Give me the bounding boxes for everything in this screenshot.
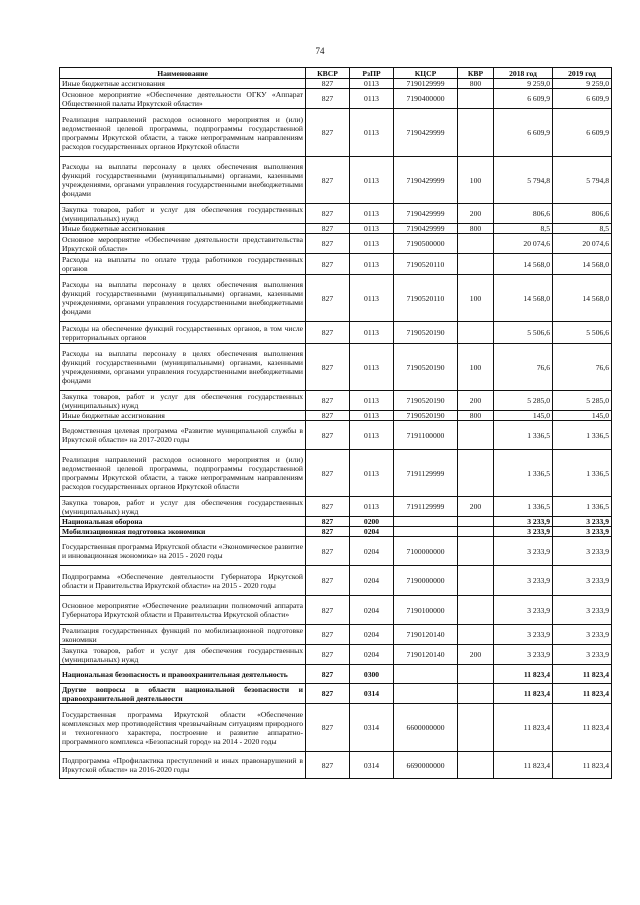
- cell-kvr: [458, 109, 494, 157]
- cell-2019: 6 609,9: [553, 89, 612, 109]
- cell-kvr: [458, 537, 494, 566]
- header-name: Наименование: [60, 68, 306, 79]
- cell-kvr: 100: [458, 157, 494, 204]
- cell-kvsr: 827: [306, 596, 350, 625]
- cell-kvr: 100: [458, 344, 494, 391]
- table-row: [60, 275, 612, 322]
- header-2018: 2018 год: [494, 68, 553, 79]
- cell-2018: 14 568,0: [494, 254, 553, 275]
- cell-name: Иные бюджетные ассигнования: [60, 79, 306, 89]
- cell-kvr: 800: [458, 411, 494, 421]
- cell-kvsr: 827: [306, 254, 350, 275]
- cell-2019: 20 074,6: [553, 234, 612, 254]
- cell-kvr: 800: [458, 79, 494, 89]
- cell-kcsr: 7190120140: [394, 645, 458, 665]
- cell-rzpr: 0204: [350, 537, 394, 566]
- cell-kcsr: [394, 517, 458, 527]
- table-row: [60, 344, 612, 391]
- cell-2019: 9 259,0: [553, 79, 612, 89]
- cell-name: Ведомственная целевая программа «Развитие муниципальной службы в Иркутской области» на 2017-2020 годы: [60, 421, 306, 450]
- cell-name: Другие вопросы в области национальной безопасности и правоохранительной деятельности: [60, 684, 306, 704]
- cell-kcsr: 7191100000: [394, 421, 458, 450]
- cell-kcsr: 6600000000: [394, 704, 458, 752]
- cell-kcsr: 6690000000: [394, 752, 458, 779]
- cell-2019: 8,5: [553, 224, 612, 234]
- cell-kvsr: 827: [306, 79, 350, 89]
- cell-kvsr: 827: [306, 752, 350, 779]
- cell-kvsr: 827: [306, 391, 350, 411]
- cell-kvr: [458, 527, 494, 537]
- cell-kcsr: 7190520110: [394, 254, 458, 275]
- cell-name: Национальная безопасность и правоохранительная деятельность: [60, 665, 306, 684]
- table-row: [60, 497, 612, 517]
- cell-kvsr: 827: [306, 684, 350, 704]
- cell-rzpr: 0300: [350, 665, 394, 684]
- cell-rzpr: 0113: [350, 109, 394, 157]
- cell-name: Закупка товаров, работ и услуг для обеспечения государственных (муниципальных) нужд: [60, 391, 306, 411]
- cell-kvsr: 827: [306, 527, 350, 537]
- cell-rzpr: 0113: [350, 254, 394, 275]
- cell-2018: 1 336,5: [494, 497, 553, 517]
- cell-kvr: [458, 684, 494, 704]
- cell-rzpr: 0113: [350, 344, 394, 391]
- cell-kvr: 100: [458, 275, 494, 322]
- table-row: [60, 596, 612, 625]
- table-row: [60, 79, 612, 89]
- cell-kvr: [458, 322, 494, 344]
- budget-table: [59, 67, 612, 779]
- cell-kvr: [458, 665, 494, 684]
- table-row: [60, 224, 612, 234]
- cell-rzpr: 0113: [350, 79, 394, 89]
- cell-kvr: [458, 625, 494, 645]
- table-row: [60, 234, 612, 254]
- cell-name: Закупка товаров, работ и услуг для обеспечения государственных (муниципальных) нужд: [60, 497, 306, 517]
- cell-name: Реализация государственных функций по мобилизационной подготовке экономики: [60, 625, 306, 645]
- cell-kvsr: 827: [306, 157, 350, 204]
- cell-2018: 5 794,8: [494, 157, 553, 204]
- cell-2018: 11 823,4: [494, 752, 553, 779]
- cell-rzpr: 0113: [350, 224, 394, 234]
- table-row: [60, 704, 612, 752]
- cell-2019: 76,6: [553, 344, 612, 391]
- cell-2018: 3 233,9: [494, 517, 553, 527]
- cell-rzpr: 0113: [350, 421, 394, 450]
- cell-2018: 11 823,4: [494, 665, 553, 684]
- cell-rzpr: 0113: [350, 411, 394, 421]
- cell-name: Реализация направлений расходов основного мероприятия и (или) ведомственной целевой программы, подпрограммы государственной программы Иркутской области, а также непрограммным направлениям расходов государственных органов Иркутской области: [60, 109, 306, 157]
- header-rzpr: РзПР: [350, 68, 394, 79]
- cell-name: Закупка товаров, работ и услуг для обеспечения государственных (муниципальных) нужд: [60, 204, 306, 224]
- cell-name: Государственная программа Иркутской области «Экономическое развитие и инновационная экономика» на 2015 - 2020 годы: [60, 537, 306, 566]
- cell-2018: 3 233,9: [494, 566, 553, 596]
- cell-2019: 3 233,9: [553, 537, 612, 566]
- cell-2019: 11 823,4: [553, 752, 612, 779]
- cell-2019: 14 568,0: [553, 275, 612, 322]
- cell-kvr: 200: [458, 645, 494, 665]
- cell-2018: 1 336,5: [494, 421, 553, 450]
- cell-kvsr: 827: [306, 665, 350, 684]
- page-number: 74: [315, 46, 325, 56]
- cell-2019: 5 506,6: [553, 322, 612, 344]
- cell-2019: 11 823,4: [553, 684, 612, 704]
- cell-kvr: [458, 421, 494, 450]
- cell-kcsr: [394, 684, 458, 704]
- cell-kvsr: 827: [306, 497, 350, 517]
- table-row: [60, 391, 612, 411]
- header-2019: 2019 год: [553, 68, 612, 79]
- cell-2019: 3 233,9: [553, 517, 612, 527]
- cell-2018: 6 609,9: [494, 109, 553, 157]
- cell-2019: 14 568,0: [553, 254, 612, 275]
- cell-rzpr: 0314: [350, 752, 394, 779]
- cell-2019: 5 794,8: [553, 157, 612, 204]
- cell-kvsr: 827: [306, 275, 350, 322]
- cell-2018: 11 823,4: [494, 704, 553, 752]
- cell-kcsr: 7190429999: [394, 109, 458, 157]
- cell-kvsr: 827: [306, 109, 350, 157]
- cell-rzpr: 0113: [350, 275, 394, 322]
- cell-kcsr: 7100000000: [394, 537, 458, 566]
- cell-kvsr: 827: [306, 517, 350, 527]
- cell-2019: 3 233,9: [553, 596, 612, 625]
- cell-kcsr: 7190000000: [394, 566, 458, 596]
- cell-kcsr: [394, 665, 458, 684]
- cell-rzpr: 0200: [350, 517, 394, 527]
- cell-name: Основное мероприятие «Обеспечение реализации полномочий аппарата Губернатора Иркутской области и Правительства Иркутской области»: [60, 596, 306, 625]
- table-row: [60, 625, 612, 645]
- cell-rzpr: 0314: [350, 684, 394, 704]
- cell-rzpr: 0113: [350, 204, 394, 224]
- cell-kcsr: 7190120140: [394, 625, 458, 645]
- cell-name: Основное мероприятие «Обеспечение деятельности представительства Иркутской области»: [60, 234, 306, 254]
- cell-rzpr: 0314: [350, 704, 394, 752]
- cell-rzpr: 0204: [350, 527, 394, 537]
- cell-2018: 76,6: [494, 344, 553, 391]
- cell-kvr: [458, 517, 494, 527]
- cell-rzpr: 0204: [350, 596, 394, 625]
- cell-rzpr: 0204: [350, 625, 394, 645]
- cell-name: Расходы на обеспечение функций государственных органов, в том числе территориальных органов: [60, 322, 306, 344]
- cell-kvsr: 827: [306, 89, 350, 109]
- cell-rzpr: 0204: [350, 645, 394, 665]
- cell-2018: 3 233,9: [494, 645, 553, 665]
- cell-kvsr: 827: [306, 450, 350, 497]
- cell-2018: 806,6: [494, 204, 553, 224]
- cell-kvr: [458, 596, 494, 625]
- table-row: [60, 421, 612, 450]
- cell-2018: 3 233,9: [494, 537, 553, 566]
- cell-kcsr: 7190520190: [394, 391, 458, 411]
- cell-name: Государственная программа Иркутской области «Обеспечение комплексных мер противодействия чрезвычайным ситуациям природного и техногенного характера, построение и развитие аппаратно-программного комплекса «Безопасный город» на 2014 - 2020 годы: [60, 704, 306, 752]
- cell-kvsr: 827: [306, 421, 350, 450]
- table-body: [60, 79, 612, 779]
- cell-kvr: [458, 234, 494, 254]
- cell-2018: 20 074,6: [494, 234, 553, 254]
- cell-rzpr: 0113: [350, 391, 394, 411]
- cell-kvr: [458, 89, 494, 109]
- cell-kcsr: 7190429999: [394, 204, 458, 224]
- cell-2018: 11 823,4: [494, 684, 553, 704]
- cell-2018: 5 506,6: [494, 322, 553, 344]
- cell-kvsr: 827: [306, 411, 350, 421]
- cell-2019: 5 285,0: [553, 391, 612, 411]
- cell-2018: 14 568,0: [494, 275, 553, 322]
- cell-2019: 11 823,4: [553, 704, 612, 752]
- cell-kcsr: 7190500000: [394, 234, 458, 254]
- cell-kcsr: [394, 527, 458, 537]
- table-row: [60, 537, 612, 566]
- cell-kvr: 200: [458, 391, 494, 411]
- cell-2018: 3 233,9: [494, 527, 553, 537]
- cell-kcsr: 7190400000: [394, 89, 458, 109]
- cell-2019: 3 233,9: [553, 645, 612, 665]
- cell-2018: 145,0: [494, 411, 553, 421]
- cell-kvsr: 827: [306, 645, 350, 665]
- cell-name: Закупка товаров, работ и услуг для обеспечения государственных (муниципальных) нужд: [60, 645, 306, 665]
- cell-kvsr: 827: [306, 625, 350, 645]
- table-row: [60, 322, 612, 344]
- table-row: [60, 566, 612, 596]
- cell-kcsr: 7190520190: [394, 322, 458, 344]
- cell-name: Подпрограмма «Обеспечение деятельности Губернатора Иркутской области и Правительства Иркутской области» на 2015 - 2020 годы: [60, 566, 306, 596]
- cell-name: Иные бюджетные ассигнования: [60, 411, 306, 421]
- cell-name: Расходы на выплаты персоналу в целях обеспечения выполнения функций государственными (муниципальными) органами, казенными учреждениями, органами управления государственными внебюджетными фондами: [60, 344, 306, 391]
- cell-2018: 3 233,9: [494, 625, 553, 645]
- cell-2019: 11 823,4: [553, 665, 612, 684]
- cell-kvr: 800: [458, 224, 494, 234]
- cell-name: Основное мероприятие «Обеспечение деятельности ОГКУ «Аппарат Общественной палаты Иркутской области»: [60, 89, 306, 109]
- cell-kcsr: 7190520110: [394, 275, 458, 322]
- cell-kcsr: 7191129999: [394, 450, 458, 497]
- cell-2019: 6 609,9: [553, 109, 612, 157]
- cell-kvr: 200: [458, 204, 494, 224]
- cell-kvr: [458, 450, 494, 497]
- cell-kvsr: 827: [306, 224, 350, 234]
- table-row: [60, 450, 612, 497]
- table-row: [60, 517, 612, 527]
- cell-name: Иные бюджетные ассигнования: [60, 224, 306, 234]
- cell-kvsr: 827: [306, 234, 350, 254]
- table-row: [60, 254, 612, 275]
- header-kvr: КВР: [458, 68, 494, 79]
- cell-kvsr: 827: [306, 566, 350, 596]
- cell-kvr: [458, 254, 494, 275]
- cell-rzpr: 0113: [350, 497, 394, 517]
- cell-2019: 3 233,9: [553, 625, 612, 645]
- cell-2019: 1 336,5: [553, 421, 612, 450]
- cell-2018: 3 233,9: [494, 596, 553, 625]
- cell-name: Национальная оборона: [60, 517, 306, 527]
- table-header-row: [60, 68, 612, 79]
- cell-kvr: [458, 566, 494, 596]
- cell-kcsr: 7191129999: [394, 497, 458, 517]
- cell-kvsr: 827: [306, 204, 350, 224]
- cell-2019: 3 233,9: [553, 527, 612, 537]
- cell-kcsr: 7190520190: [394, 411, 458, 421]
- cell-2019: 3 233,9: [553, 566, 612, 596]
- table-row: [60, 109, 612, 157]
- cell-kcsr: 7190429999: [394, 224, 458, 234]
- cell-kcsr: 7190520190: [394, 344, 458, 391]
- cell-name: Мобилизационная подготовка экономики: [60, 527, 306, 537]
- header-kcsr: КЦСР: [394, 68, 458, 79]
- cell-kvsr: 827: [306, 344, 350, 391]
- table-row: [60, 527, 612, 537]
- table-row: [60, 665, 612, 684]
- table-row: [60, 157, 612, 204]
- cell-2018: 8,5: [494, 224, 553, 234]
- cell-kvr: [458, 704, 494, 752]
- cell-rzpr: 0204: [350, 566, 394, 596]
- table-row: [60, 204, 612, 224]
- cell-kcsr: 7190429999: [394, 157, 458, 204]
- cell-kvsr: 827: [306, 704, 350, 752]
- cell-kvr: [458, 752, 494, 779]
- table-row: [60, 752, 612, 779]
- cell-kvsr: 827: [306, 322, 350, 344]
- table-row: [60, 645, 612, 665]
- cell-name: Подпрограмма «Профилактика преступлений и иных правонарушений в Иркутской области» на 2016-2020 годы: [60, 752, 306, 779]
- cell-2019: 1 336,5: [553, 450, 612, 497]
- cell-kvsr: 827: [306, 537, 350, 566]
- cell-rzpr: 0113: [350, 89, 394, 109]
- cell-2019: 145,0: [553, 411, 612, 421]
- table-row: [60, 89, 612, 109]
- cell-2018: 5 285,0: [494, 391, 553, 411]
- cell-kvr: 200: [458, 497, 494, 517]
- cell-name: Расходы на выплаты по оплате труда работников государственных органов: [60, 254, 306, 275]
- cell-2018: 9 259,0: [494, 79, 553, 89]
- cell-name: Расходы на выплаты персоналу в целях обеспечения выполнения функций государственными (муниципальными) органами, казенными учреждениями, органами управления государственными внебюджетными фондами: [60, 157, 306, 204]
- cell-2018: 6 609,9: [494, 89, 553, 109]
- cell-kcsr: 7190100000: [394, 596, 458, 625]
- cell-2019: 806,6: [553, 204, 612, 224]
- cell-name: Расходы на выплаты персоналу в целях обеспечения выполнения функций государственными (муниципальными) органами, казенными учреждениями, органами управления государственными внебюджетными фондами: [60, 275, 306, 322]
- cell-rzpr: 0113: [350, 234, 394, 254]
- cell-kcsr: 7190129999: [394, 79, 458, 89]
- cell-2019: 1 336,5: [553, 497, 612, 517]
- cell-rzpr: 0113: [350, 450, 394, 497]
- cell-rzpr: 0113: [350, 322, 394, 344]
- table-row: [60, 411, 612, 421]
- table-row: [60, 684, 612, 704]
- header-kvsr: КВСР: [306, 68, 350, 79]
- cell-2018: 1 336,5: [494, 450, 553, 497]
- cell-rzpr: 0113: [350, 157, 394, 204]
- cell-name: Реализация направлений расходов основного мероприятия и (или) ведомственной целевой программы, подпрограммы государственной программы Иркутской области, а также непрограммным направлениям расходов государственных органов Иркутской области: [60, 450, 306, 497]
